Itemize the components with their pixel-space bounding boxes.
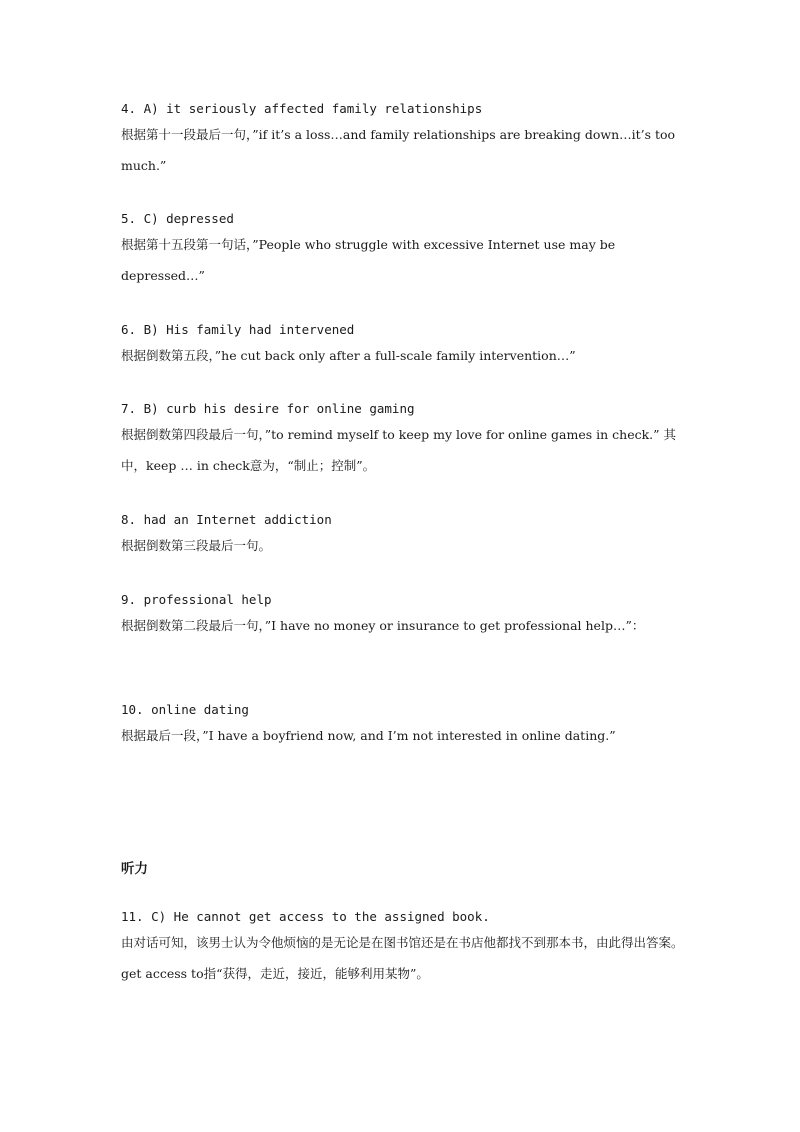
answer-item-9 (121, 590, 691, 641)
answer-line: 11. C) He cannot get access to the assigned book. (121, 909, 490, 924)
answer-item-8 (121, 510, 691, 561)
answer-line: 8. had an Internet addiction (121, 512, 332, 527)
explanation-text: 根据倒数第五段，”he cut back only after a full-scale family intervention…” (121, 348, 576, 363)
answer-line: 9. professional help (121, 592, 272, 607)
answer-line: 7. B) curb his desire for online gaming (121, 401, 415, 416)
answer-line: 6. B) His family had intervened (121, 322, 355, 337)
explanation-text: 由对话可知，该男士认为令他烦恼的是无论是在图书馆还是在书店他都找不到那本书，由此得出答案。get access to指“获得，走近，接近，能够利用某物”。 (121, 935, 684, 981)
explanation-text: 根据倒数第二段最后一句，”I have no money or insurance to get professional help…”： (121, 618, 645, 633)
answer-item-5 (121, 209, 691, 291)
answer-line: 5. C) depressed (121, 211, 234, 226)
answer-item-10 (121, 700, 691, 751)
explanation-text: 根据倒数第四段最后一句，”to remind myself to keep my love for online games in check.” 其中，keep … in check意为，“制止；控制”。 (121, 427, 677, 473)
answer-item-6 (121, 320, 691, 371)
answer-item-7 (121, 399, 691, 481)
section-heading: 听力 (121, 861, 148, 877)
explanation-text: 根据第十五段第一句话，”People who struggle with excessive Internet use may be depressed…” (121, 237, 616, 283)
answer-line: 4. A) it seriously affected family relationships (121, 101, 483, 116)
answer-line: 10. online dating (121, 702, 249, 717)
explanation-text: 根据最后一段，”I have a boyfriend now, and I’m not interested in online dating.” (121, 728, 616, 743)
explanation-text: 根据第十一段最后一句，”if it’s a loss…and family relationships are breaking down…it’s too much.” (121, 127, 676, 173)
answer-item-11 (121, 907, 691, 989)
answer-item-4 (121, 99, 691, 181)
explanation-text: 根据倒数第三段最后一句。 (121, 538, 272, 553)
